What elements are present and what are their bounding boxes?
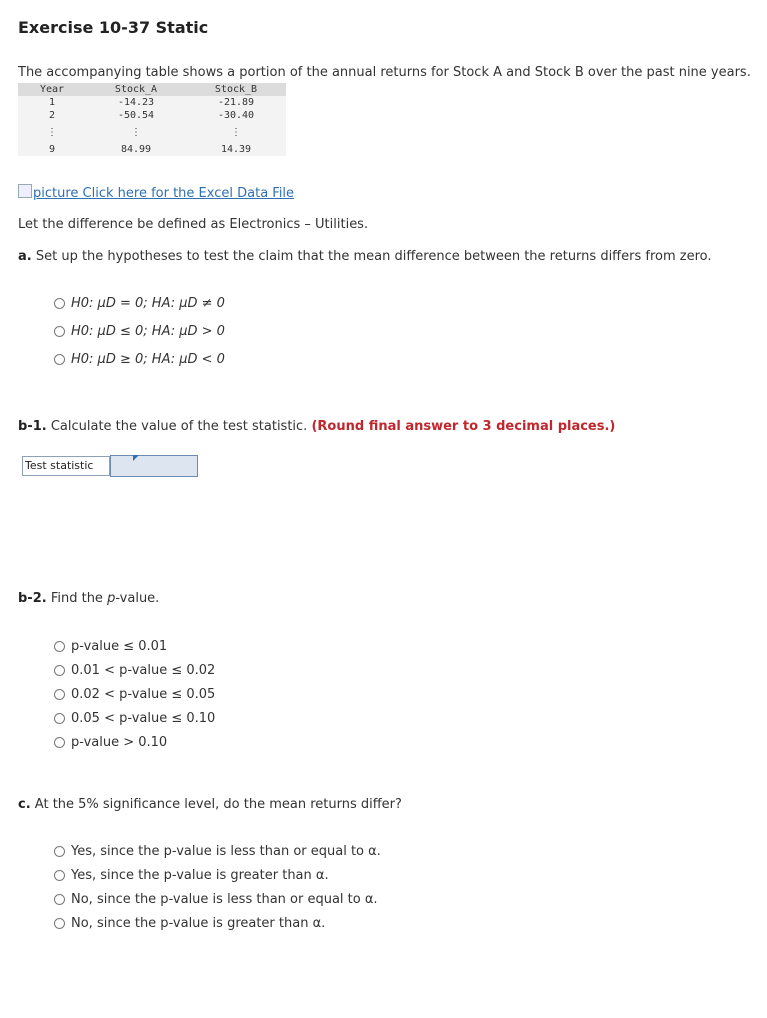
part-c-text: At the 5% significance level, do the mean returns differ? — [34, 797, 402, 812]
part-b2-text-pre: Find the — [50, 591, 108, 606]
conclusion-option-3[interactable] — [54, 892, 378, 907]
conclusion-option-1[interactable] — [54, 844, 381, 859]
cell-year: 2 — [18, 109, 86, 122]
header-stock-b: Stock_B — [186, 83, 286, 96]
cell-stock-a: -50.54 — [86, 109, 186, 122]
option-label: p-value > 0.10 — [71, 735, 168, 750]
pvalue-option-3[interactable] — [54, 687, 215, 702]
test-statistic-label: Test statistic — [22, 456, 110, 476]
radio-button[interactable] — [54, 894, 65, 905]
hypothesis-ha: HA: μD > 0 — [151, 324, 225, 339]
part-b2-label: b-2. — [18, 591, 47, 606]
cell-stock-b: -21.89 — [186, 96, 286, 109]
part-b2-question — [18, 591, 159, 606]
hypothesis-ha: HA: μD < 0 — [151, 352, 225, 367]
broken-image-icon — [18, 184, 32, 198]
option-label: No, since the p-value is greater than α. — [71, 916, 326, 931]
hypothesis-option-1[interactable] — [54, 296, 225, 311]
hypothesis-ha: HA: μD ≠ 0 — [151, 296, 225, 311]
excel-data-link[interactable] — [18, 184, 294, 201]
pvalue-option-4[interactable] — [54, 711, 215, 726]
radio-button[interactable] — [54, 918, 65, 929]
radio-button[interactable] — [54, 298, 65, 309]
page-title: Exercise 10-37 Static — [18, 18, 209, 37]
radio-button[interactable] — [54, 689, 65, 700]
radio-button[interactable] — [54, 354, 65, 365]
radio-button[interactable] — [54, 713, 65, 724]
intro-text: The accompanying table shows a portion of the annual returns for Stock A and Stock B over the past nine years. — [18, 65, 751, 80]
cell-stock-a: -14.23 — [86, 96, 186, 109]
part-b1-label: b-1. — [18, 419, 47, 434]
cell-stock-a: ⋮ — [86, 122, 186, 143]
part-b1-text: Calculate the value of the test statistic. — [50, 419, 308, 434]
excel-link-text: picture Click here for the Excel Data File — [33, 186, 295, 201]
hypothesis-option-3[interactable] — [54, 352, 225, 367]
table-row-ellipsis — [18, 122, 286, 143]
cell-stock-a: 84.99 — [86, 143, 186, 156]
returns-table — [18, 83, 286, 156]
cell-year: ⋮ — [18, 122, 86, 143]
conclusion-option-2[interactable] — [54, 868, 329, 883]
part-b2-text-post: -value. — [115, 591, 160, 606]
option-label: No, since the p-value is less than or equal to α. — [71, 892, 378, 907]
option-label: 0.02 < p-value ≤ 0.05 — [71, 687, 216, 702]
part-a-question — [18, 249, 712, 264]
part-b2-text-p: p — [107, 591, 116, 606]
cell-stock-b: 14.39 — [186, 143, 286, 156]
difference-definition: Let the difference be defined as Electronics – Utilities. — [18, 217, 369, 232]
part-a-label: a. — [18, 249, 32, 264]
radio-button[interactable] — [54, 641, 65, 652]
input-flag-icon — [133, 455, 139, 461]
header-year: Year — [18, 83, 86, 96]
table-row — [18, 96, 286, 109]
radio-button[interactable] — [54, 737, 65, 748]
hypothesis-h0: H0: μD = 0; — [71, 296, 148, 311]
conclusion-option-4[interactable] — [54, 916, 325, 931]
cell-year: 9 — [18, 143, 86, 156]
test-statistic-row — [22, 456, 198, 477]
table-header-row — [18, 83, 286, 96]
table-row — [18, 109, 286, 122]
part-c-label: c. — [18, 797, 31, 812]
pvalue-option-1[interactable] — [54, 639, 167, 654]
option-label: 0.05 < p-value ≤ 0.10 — [71, 711, 216, 726]
cell-year: 1 — [18, 96, 86, 109]
part-c-question — [18, 797, 402, 812]
option-label: 0.01 < p-value ≤ 0.02 — [71, 663, 216, 678]
part-a-text: Set up the hypotheses to test the claim that the mean difference between the returns differs from zero. — [35, 249, 712, 264]
radio-button[interactable] — [54, 326, 65, 337]
rounding-instruction: (Round final answer to 3 decimal places.) — [311, 419, 616, 434]
pvalue-option-5[interactable] — [54, 735, 167, 750]
test-statistic-input[interactable] — [110, 455, 198, 477]
radio-button[interactable] — [54, 846, 65, 857]
table-row — [18, 143, 286, 156]
cell-stock-b: -30.40 — [186, 109, 286, 122]
hypothesis-h0: H0: μD ≥ 0; — [71, 352, 148, 367]
hypothesis-option-2[interactable] — [54, 324, 225, 339]
hypothesis-h0: H0: μD ≤ 0; — [71, 324, 148, 339]
radio-button[interactable] — [54, 870, 65, 881]
part-b1-question — [18, 419, 615, 434]
option-label: Yes, since the p-value is greater than α. — [71, 868, 329, 883]
option-label: Yes, since the p-value is less than or equal to α. — [71, 844, 381, 859]
pvalue-option-2[interactable] — [54, 663, 215, 678]
cell-stock-b: ⋮ — [186, 122, 286, 143]
option-label: p-value ≤ 0.01 — [71, 639, 168, 654]
radio-button[interactable] — [54, 665, 65, 676]
header-stock-a: Stock_A — [86, 83, 186, 96]
